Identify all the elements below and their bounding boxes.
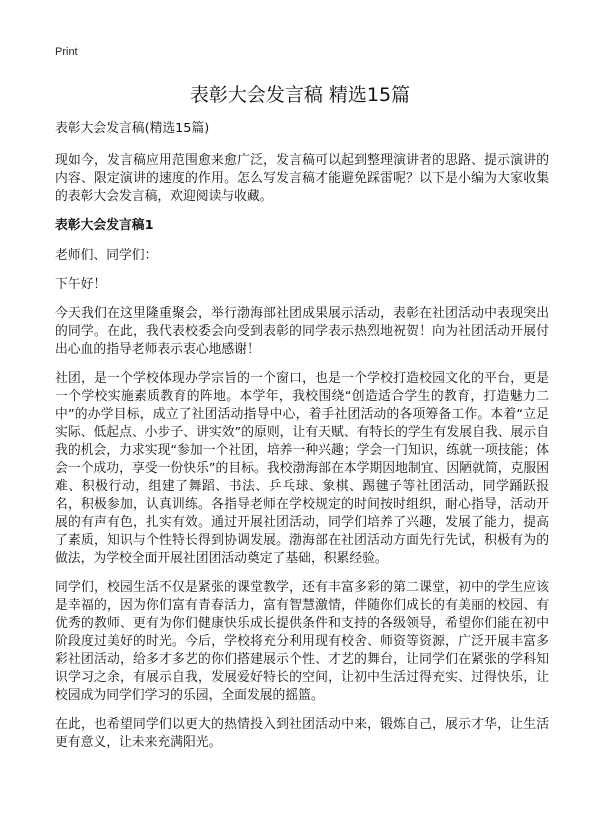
- greeting-line: 老师们、同学们：: [55, 248, 158, 263]
- article-subtitle: 表彰大会发言稿(精选15篇): [55, 121, 210, 136]
- body-paragraph: 在此，也希望同学们以更大的热情投入到社团活动中来，锻炼自己，展示才华，让生活更有意义，让未来充满阳光。: [55, 717, 549, 750]
- body-paragraph: 社团，是一个学校体现办学宗旨的一个窗口，也是一个学校打造校园文化的平台，更是一个学校实施素质教育的阵地。本学年，我校围绕“创造适合学生的教育，打造魅力二中”的办学目标，成立了社团活动指导中心，着手社团活动的各项筹备工作。本着“立足实际、低起点、小步子、讲实效”的原则，让有天赋、有特长的学生有发展自我、展示自我的机会，力求实现“参加一个社团，培养一种兴趣；学会一门知识，练就一项技能；体会一个成功，享受一份快乐”的目标。我校渤海部在本学期因地制宜、因陋就简，克服困难、积极行动，组建了舞蹈、书法、乒乓球、象棋、踢毽子等社团活动，同学踊跃报名，积极参加，认真训练。各指导老师在学校规定的时间按时组织，耐心指导，活动开展的有声有色，扎实有效。通过开展社团活动，同学们培养了兴趣，发展了能力，提高了素质，知识与个性特长得到协调发展。渤海部在社团活动方面先行先试，积极有为的做法，为学校全面开展社团团活动奠定了基础，积累经验。: [55, 371, 549, 566]
- article-body: [55, 120, 549, 763]
- print-link[interactable]: Print: [55, 46, 78, 58]
- page-title: 表彰大会发言稿 精选15篇: [189, 84, 411, 106]
- body-paragraph: 今天我们在这里隆重聚会，举行渤海部社团成果展示活动，表彰在社团活动中表现突出的同学。在此，我代表校委会向受到表彰的同学表示热烈地祝贺！向为社团活动开展付出心血的指导老师表示衷心地感谢！: [55, 306, 549, 357]
- greeting-line: 下午好！: [55, 277, 107, 292]
- section-heading: 表彰大会发言稿1: [55, 218, 154, 233]
- body-paragraph: 同学们，校园生活不仅是紧张的课堂教学，还有丰富多彩的第二课堂，初中的学生应该是幸福的，因为你们富有青春活力，富有智慧激情，伴随你们成长的有美丽的校园、有优秀的教师、更有为你们健康快乐成长提供条件和支持的各级领导，希望你们能在初中阶段度过美好的时光。今后，学校将充分利用现有校舍、师资等资源，广泛开展丰富多彩社团活动，给多才多艺的你们搭建展示个性、才艺的舞台，让同学们在紧张的学科知识学习之余，有展示自我，发展爱好特长的空间，让初中生活过得充实、过得快乐，让校园成为同学们学习的乐园，全面发展的摇篮。: [55, 580, 549, 703]
- intro-paragraph: 现如今，发言稿应用范围愈来愈广泛，发言稿可以起到整理演讲者的思路、提示演讲的内容、限定演讲的速度的作用。怎么写发言稿才能避免踩雷呢？以下是小编为大家收集的表彰大会发言稿，欢迎阅读与收藏。: [55, 153, 549, 204]
